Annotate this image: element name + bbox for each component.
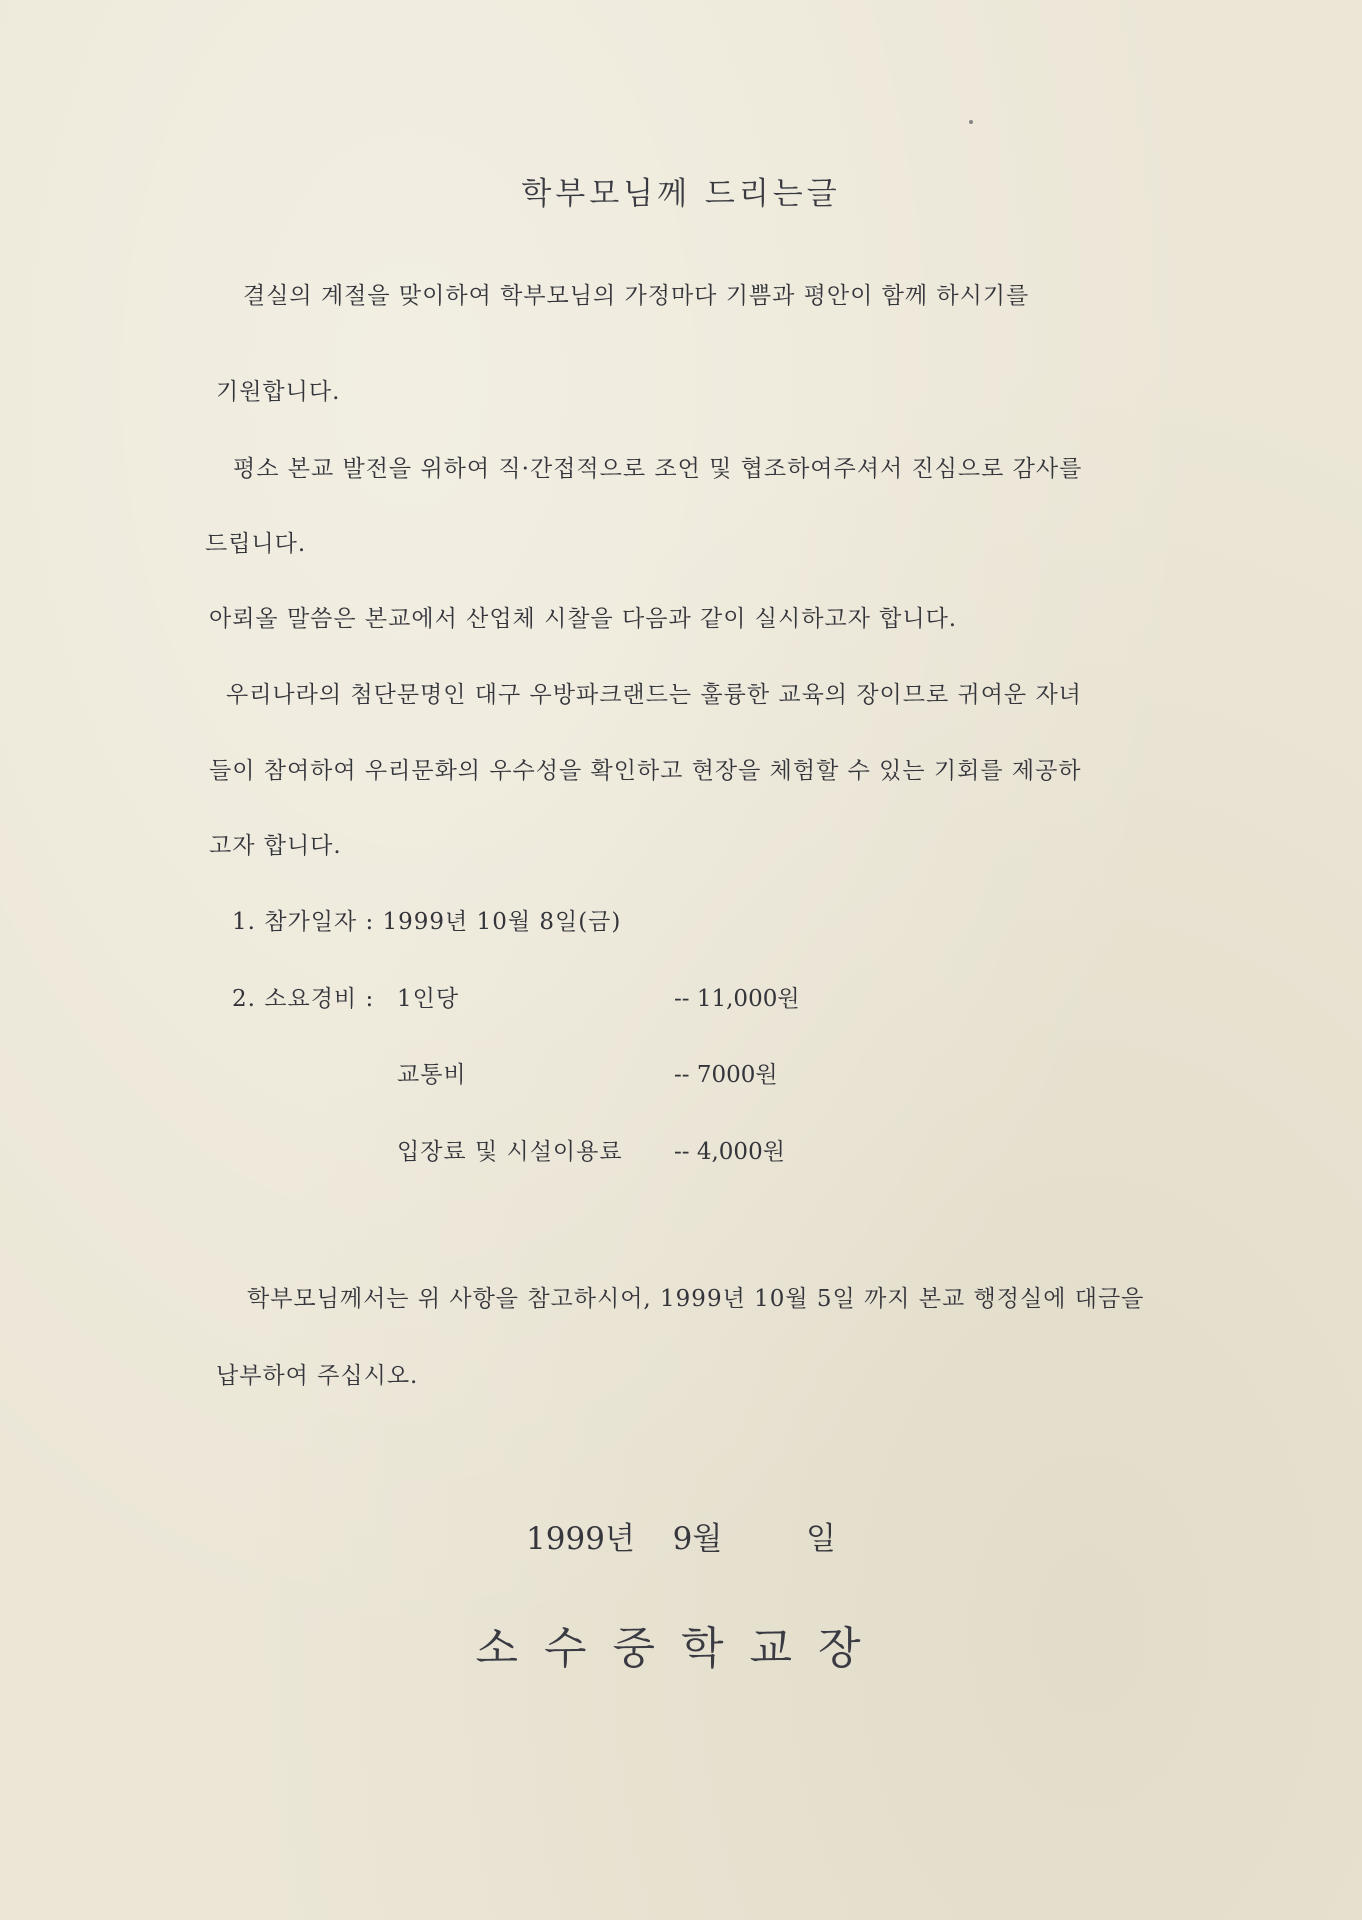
cost-label-transport: 교통비: [397, 1062, 467, 1088]
item-cost-heading: 2. 소요경비 :: [232, 986, 375, 1012]
principal-signature: 소수중학교장: [475, 1623, 887, 1674]
cost-value-admission: -- 4,000원: [674, 1139, 785, 1165]
closing-line-1: 학부모님께서는 위 사항을 참고하시어, 1999년 10월 5일 까지 본교 행정실에 대금을: [247, 1286, 1145, 1312]
paragraph-line-3: 평소 본교 발전을 위하여 직·간접적으로 조언 및 협조하여주셔서 진심으로 감사를: [233, 456, 1083, 482]
paragraph-line-6: 우리나라의 첨단문명인 대구 우방파크랜드는 훌륭한 교육의 장이므로 귀여운 자녀: [226, 682, 1082, 708]
item-participation-date: 1. 참가일자 : 1999년 10월 8일(금): [232, 909, 622, 935]
letter-date: [0, 1513, 1362, 1558]
paragraph-line-4: 드립니다.: [205, 531, 307, 557]
cost-value-transport: -- 7000원: [674, 1062, 778, 1088]
paragraph-line-5: 아뢰올 말씀은 본교에서 산업체 시찰을 다음과 같이 실시하고자 합니다.: [209, 606, 958, 632]
paragraph-line-2: 기원합니다.: [216, 379, 341, 405]
date-day: 일: [806, 1521, 836, 1557]
closing-line-2: 납부하여 주십시오.: [216, 1363, 419, 1389]
date-year: 1999년: [526, 1521, 635, 1557]
date-month: 9월: [672, 1521, 723, 1557]
paper-speck: [969, 120, 973, 124]
cost-label-admission: 입장료 및 시설이용료: [397, 1139, 623, 1165]
paragraph-line-1: 결실의 계절을 맞이하여 학부모님의 가정마다 기쁨과 평안이 함께 하시기를: [243, 283, 1030, 309]
cost-value-per-person: -- 11,000원: [674, 986, 800, 1012]
letter-title: 학부모님께 드리는글: [521, 176, 841, 212]
cost-label-per-person: 1인당: [397, 986, 460, 1012]
paragraph-line-7: 들이 참여하여 우리문화의 우수성을 확인하고 현장을 체험할 수 있는 기회를 제공하: [209, 758, 1082, 784]
paragraph-line-8: 고자 합니다.: [209, 833, 342, 859]
